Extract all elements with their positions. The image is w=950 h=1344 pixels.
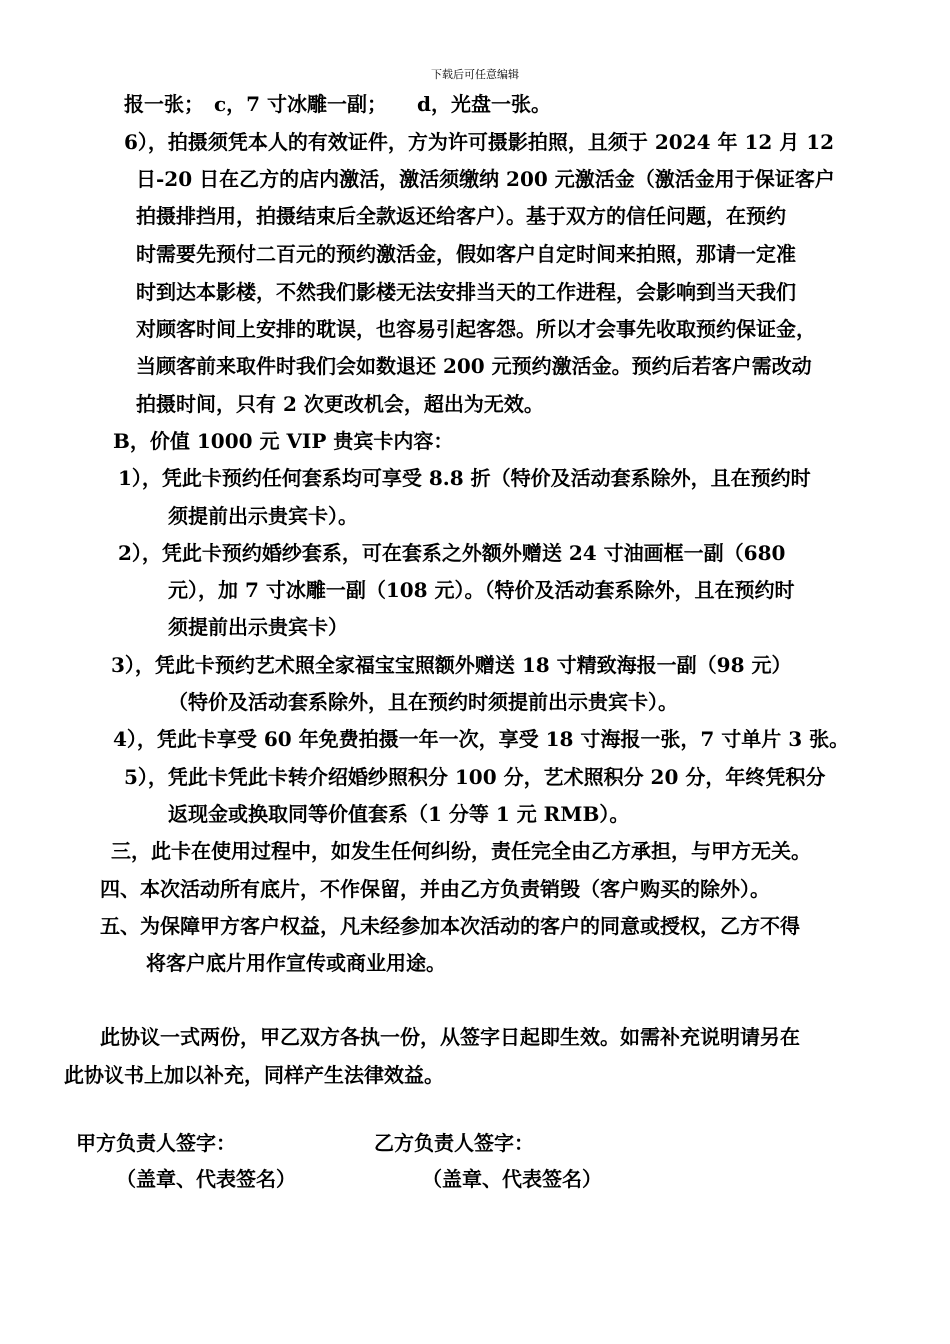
text-line: 返现金或换取同等价值套系（1 分等 1 元 RMB）。 (168, 802, 630, 826)
text-line: 时到达本影楼，不然我们影楼无法安排当天的工作进程，会影响到当天我们 (136, 280, 796, 304)
text-line: 报一张； c，7 寸冰雕一副； d，光盘一张。 (124, 92, 552, 116)
text-line: 2），凭此卡预约婚纱套系，可在套系之外额外赠送 24 寸油画框一副（680 (118, 541, 786, 565)
text-line: 三，此卡在使用过程中，如发生任何纠纷，责任完全由乙方承担，与甲方无关。 (111, 839, 811, 863)
text-line: 拍摄排挡用，拍摄结束后全款返还给客户）。基于双方的信任问题，在预约 (136, 204, 786, 228)
text-line: 将客户底片用作宣传或商业用途。 (146, 951, 446, 975)
text-line: 拍摄时间，只有 2 次更改机会，超出为无效。 (136, 392, 544, 416)
text-line: 1），凭此卡预约任何套系均可享受 8.8 折（特价及活动套系除外，且在预约时 (118, 466, 811, 490)
party-a-seal-note: （盖章、代表签名） (116, 1167, 296, 1191)
text-line: 3），凭此卡预约艺术照全家福宝宝照额外赠送 18 寸精致海报一副（98 元） (111, 653, 792, 677)
text-line: 四、本次活动所有底片，不作保留，并由乙方负责销毁（客户购买的除外）。 (100, 877, 770, 901)
text-line: 须提前出示贵宾卡） (168, 615, 348, 639)
text-line: 此协议一式两份，甲乙双方各执一份，从签字日起即生效。如需补充说明请另在 (100, 1025, 800, 1049)
text-line: 5），凭此卡凭此卡转介绍婚纱照积分 100 分，艺术照积分 20 分，年终凭积分 (124, 765, 826, 789)
text-line: 时需要先预付二百元的预约激活金，假如客户自定时间来拍照，那请一定准 (136, 242, 796, 266)
text-line: 4），凭此卡享受 60 年免费拍摄一年一次，享受 18 寸海报一张，7 寸单片 3 张。 (113, 727, 850, 751)
party-b-seal-note: （盖章、代表签名） (422, 1167, 602, 1191)
text-line: （特价及活动套系除外，且在预约时须提前出示贵宾卡）。 (168, 690, 678, 714)
text-line: 须提前出示贵宾卡）。 (168, 504, 358, 528)
text-line: 对顾客时间上安排的耽误，也容易引起客怨。所以才会事先收取预约保证金， (136, 317, 816, 341)
text-line: 日-20 日在乙方的店内激活，激活须缴纳 200 元激活金（激活金用于保证客户 (136, 167, 835, 191)
section-heading: B，价值 1000 元 VIP 贵宾卡内容： (113, 429, 454, 453)
text-line: 此协议书上加以补充，同样产生法律效益。 (64, 1063, 444, 1087)
page-header: 下载后可任意编辑 (431, 68, 519, 81)
text-line: 元），加 7 寸冰雕一副（108 元）。（特价及活动套系除外，且在预约时 (168, 578, 795, 602)
text-line: 当顾客前来取件时我们会如数退还 200 元预约激活金。预约后若客户需改动 (136, 354, 812, 378)
party-b-signature-label: 乙方负责人签字： (374, 1131, 534, 1155)
text-line: 五、为保障甲方客户权益，凡未经参加本次活动的客户的同意或授权，乙方不得 (100, 914, 800, 938)
party-a-signature-label: 甲方负责人签字： (76, 1131, 236, 1155)
text-line: 6），拍摄须凭本人的有效证件，方为许可摄影拍照，且须于 2024 年 12 月 12 (124, 130, 835, 154)
